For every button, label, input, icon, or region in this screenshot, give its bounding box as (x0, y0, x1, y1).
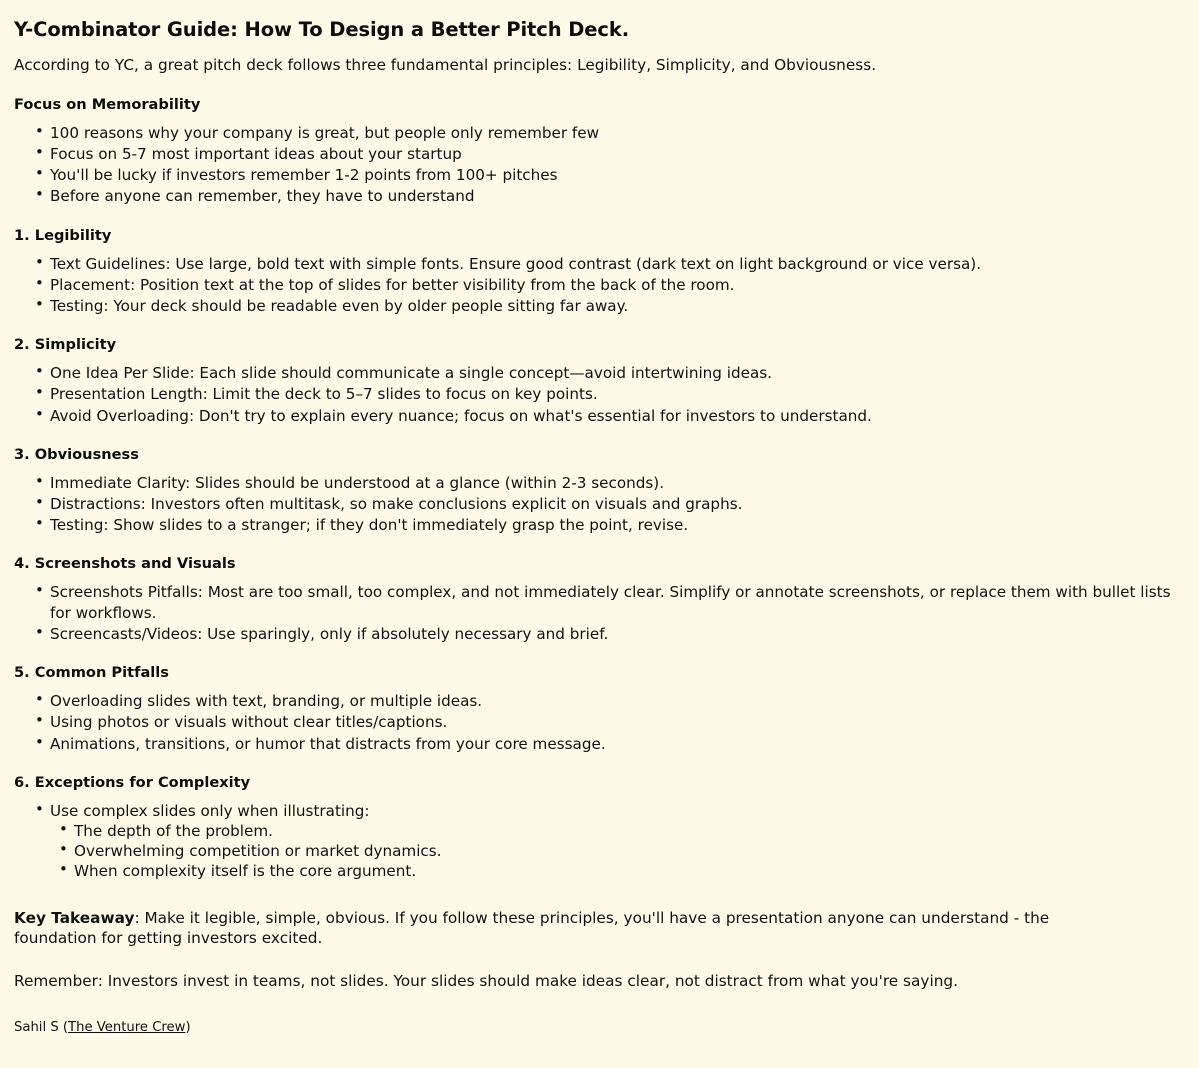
section-heading-exceptions-complexity: 6. Exceptions for Complexity (14, 773, 251, 791)
key-takeaway-label: Key Takeaway (14, 908, 135, 927)
bullet-list-exceptions-complexity (14, 801, 1175, 882)
list-item: • You'll be lucky if investors remember 1-2 points from 100+ pitches (50, 165, 1175, 185)
list-item: • Text Guidelines: Use large, bold text with simple fonts. Ensure good contrast (dark text on light background or vice versa). (50, 254, 1175, 274)
section-heading-common-pitfalls: 5. Common Pitfalls (14, 664, 169, 682)
list-item: • Overloading slides with text, branding, or multiple ideas. (50, 691, 1175, 711)
byline-author: Sahil S ( (14, 1019, 69, 1035)
list-item (50, 801, 1175, 882)
section-heading-legibility: 1. Legibility (14, 226, 112, 244)
venture-crew-link[interactable]: The Venture Crew (68, 1019, 186, 1035)
sub-list-item: • The depth of the problem. (74, 821, 1175, 841)
bullet-list-memorability (14, 123, 1175, 207)
list-item: • Avoid Overloading: Don't try to explain every nuance; focus on what's essential for investors to understand. (50, 406, 1175, 426)
section-heading-simplicity: 2. Simplicity (14, 336, 117, 354)
list-item: • Placement: Position text at the top of slides for better visibility from the back of the room. (50, 275, 1175, 295)
sub-bullet-list-exceptions (50, 821, 1175, 882)
section-heading-memorability: Focus on Memorability (14, 95, 201, 113)
key-takeaway (14, 908, 1134, 949)
list-item: • Immediate Clarity: Slides should be understood at a glance (within 2-3 seconds). (50, 473, 1175, 493)
byline-suffix: ) (185, 1019, 191, 1035)
list-item: • Screencasts/Videos: Use sparingly, only if absolutely necessary and brief. (50, 624, 1175, 644)
list-item: • Testing: Show slides to a stranger; if they don't immediately grasp the point, revise. (50, 515, 1175, 535)
sub-list-item: • Overwhelming competition or market dynamics. (74, 841, 1175, 861)
bullet-list-simplicity (14, 363, 1175, 426)
bullet-list-screenshots-visuals (14, 582, 1175, 644)
bullet-list-common-pitfalls (14, 691, 1175, 754)
list-item: • Before anyone can remember, they have to understand (50, 186, 1175, 206)
bullet-list-obviousness (14, 473, 1175, 536)
list-item: • Animations, transitions, or humor that distracts from your core message. (50, 734, 1175, 754)
list-item: • Testing: Your deck should be readable even by older people sitting far away. (50, 296, 1175, 316)
list-item: • Presentation Length: Limit the deck to 5–7 slides to focus on key points. (50, 384, 1175, 404)
byline (14, 1020, 1175, 1035)
list-item: • Screenshots Pitfalls: Most are too small, too complex, and not immediately clear. Simplify or annotate screenshots, or replace them with bullet lists for workflows. (50, 582, 1175, 622)
list-item-text: Use complex slides only when illustrating: (50, 801, 370, 820)
section-heading-obviousness: 3. Obviousness (14, 445, 139, 463)
bullet-list-legibility (14, 254, 1175, 317)
intro-paragraph: According to YC, a great pitch deck follows three fundamental principles: Legibility, Simplicity, and Obviousness. (14, 56, 877, 74)
key-takeaway-text: : Make it legible, simple, obvious. If you follow these principles, you'll have a presentation anyone can understand - the foundation for getting investors excited. (14, 908, 1050, 948)
list-item: • Focus on 5-7 most important ideas about your startup (50, 144, 1175, 164)
list-item: • 100 reasons why your company is great, but people only remember few (50, 123, 1175, 143)
section-heading-screenshots-visuals: 4. Screenshots and Visuals (14, 555, 236, 573)
page-title: Y-Combinator Guide: How To Design a Better Pitch Deck. (14, 18, 630, 41)
list-item: • Using photos or visuals without clear titles/captions. (50, 712, 1175, 732)
list-item: • Distractions: Investors often multitask, so make conclusions explicit on visuals and graphs. (50, 494, 1175, 514)
remember-note: Remember: Investors invest in teams, not slides. Your slides should make ideas clear, not distract from what you're saying. (14, 971, 958, 990)
sub-list-item: • When complexity itself is the core argument. (74, 861, 1175, 881)
list-item: • One Idea Per Slide: Each slide should communicate a single concept—avoid intertwining ideas. (50, 363, 1175, 383)
